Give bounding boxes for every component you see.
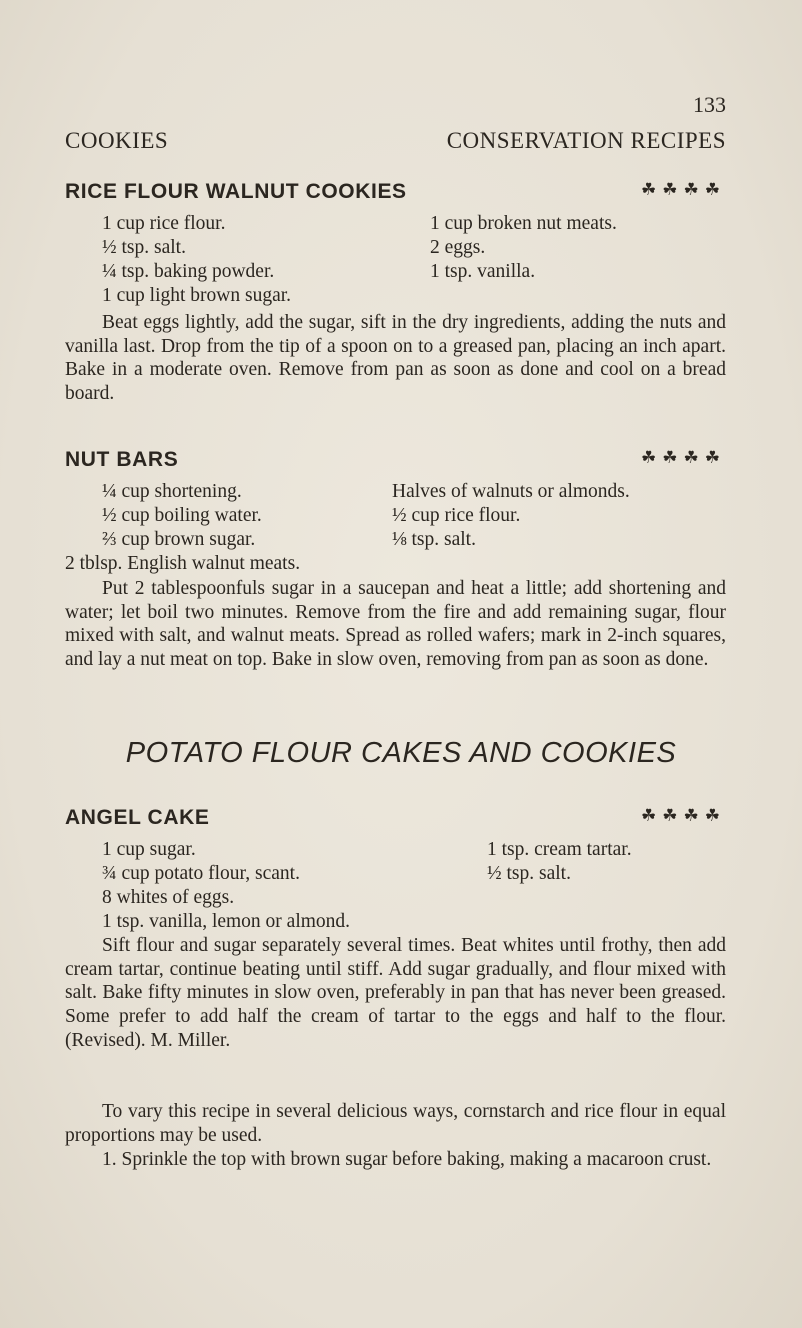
ingredient-list-right	[430, 212, 617, 284]
running-head-left: COOKIES	[65, 128, 169, 153]
ingredient: 1 cup rice flour.	[102, 213, 226, 234]
recipe-heading-nut-bars	[65, 448, 726, 478]
ingredient: 1 tsp. vanilla, lemon or almond.	[102, 911, 351, 932]
ingredient-list-left	[102, 480, 262, 552]
ingredient: 1 cup light brown sugar.	[102, 285, 292, 306]
ingredient: ½ cup boiling water.	[102, 505, 262, 526]
ingredient: 8 whites of eggs.	[102, 887, 235, 908]
ingredient: 1 tsp. vanilla.	[430, 261, 536, 282]
ingredient: ½ tsp. salt.	[102, 237, 186, 258]
ornament-icon: ☘☘☘☘	[641, 448, 726, 467]
ingredient-list-left	[102, 212, 291, 308]
ingredient-list-right	[487, 838, 632, 886]
recipe-title: NUT BARS	[65, 448, 179, 471]
ingredient-list-right	[392, 480, 630, 552]
ingredient: ½ tsp. salt.	[487, 863, 571, 884]
running-head-right: CONSERVATION RECIPES	[446, 128, 726, 153]
running-head	[65, 128, 726, 160]
ingredient-extra-line	[65, 552, 300, 576]
ingredient: 2 eggs.	[430, 237, 486, 258]
ingredient: ½ cup rice flour.	[392, 505, 521, 526]
recipe-directions: Beat eggs lightly, add the sugar, sift in the dry ingredients, adding the nuts and vanilla last. Drop from the tip of a spoon on to a greased pan, placing an inch apart. Bake in a moderate oven. Remove from pan as soon as done and cool on a bread board.	[65, 312, 726, 405]
ingredient: 1 cup broken nut meats.	[430, 213, 617, 234]
recipe-title: RICE FLOUR WALNUT COOKIES	[65, 180, 407, 203]
recipe-directions: Sift flour and sugar separately several times. Beat whites until frothy, then add cream tartar, continue beating until stiff. Add sugar gradually, and flour mixed with salt. Bake fifty minutes in slow oven, preferably in pan that has never been greased. Some prefer to add half the cream of tartar to the eggs and half to the flour. (Revised). M. Miller.	[65, 935, 726, 1051]
ingredient: ⅔ cup brown sugar.	[102, 529, 256, 550]
recipe-directions: Put 2 tablespoonfuls sugar in a saucepan and heat a little; add shortening and water; let boil two minutes. Remove from the fire and add remaining sugar, flour mixed with salt, and walnut meats. Spread as rolled wafers; mark in 2-inch squares, and lay a nut meat on top. Bake in slow oven, removing from pan as soon as done.	[65, 578, 726, 671]
ingredient: Halves of walnuts or almonds.	[392, 481, 630, 502]
ornament-icon: ☘☘☘☘	[641, 180, 726, 199]
variation-intro: To vary this recipe in several delicious ways, cornstarch and rice flour in equal proportions may be used.	[65, 1101, 726, 1146]
ingredient: 1 cup sugar.	[102, 839, 196, 860]
page-number: 133	[693, 92, 726, 117]
ornament-icon: ☘☘☘☘	[641, 806, 726, 825]
ingredient: ¼ tsp. baking powder.	[102, 261, 275, 282]
ingredient: ⅛ tsp. salt.	[392, 529, 476, 550]
recipe-heading-rice-flour-walnut-cookies	[65, 180, 726, 210]
ingredient: ¾ cup potato flour, scant.	[102, 863, 300, 884]
recipe-title: ANGEL CAKE	[65, 806, 210, 829]
recipe-heading-angel-cake	[65, 806, 726, 836]
ingredient: 2 tblsp. English walnut meats.	[65, 553, 301, 574]
ingredient: ¼ cup shortening.	[102, 481, 242, 502]
ingredient: 1 tsp. cream tartar.	[487, 839, 632, 860]
variation-item: 1. Sprinkle the top with brown sugar before baking, making a macaroon crust.	[102, 1149, 712, 1170]
section-title: POTATO FLOUR CAKES AND COOKIES	[125, 737, 677, 769]
ingredient-list-left	[102, 838, 350, 934]
